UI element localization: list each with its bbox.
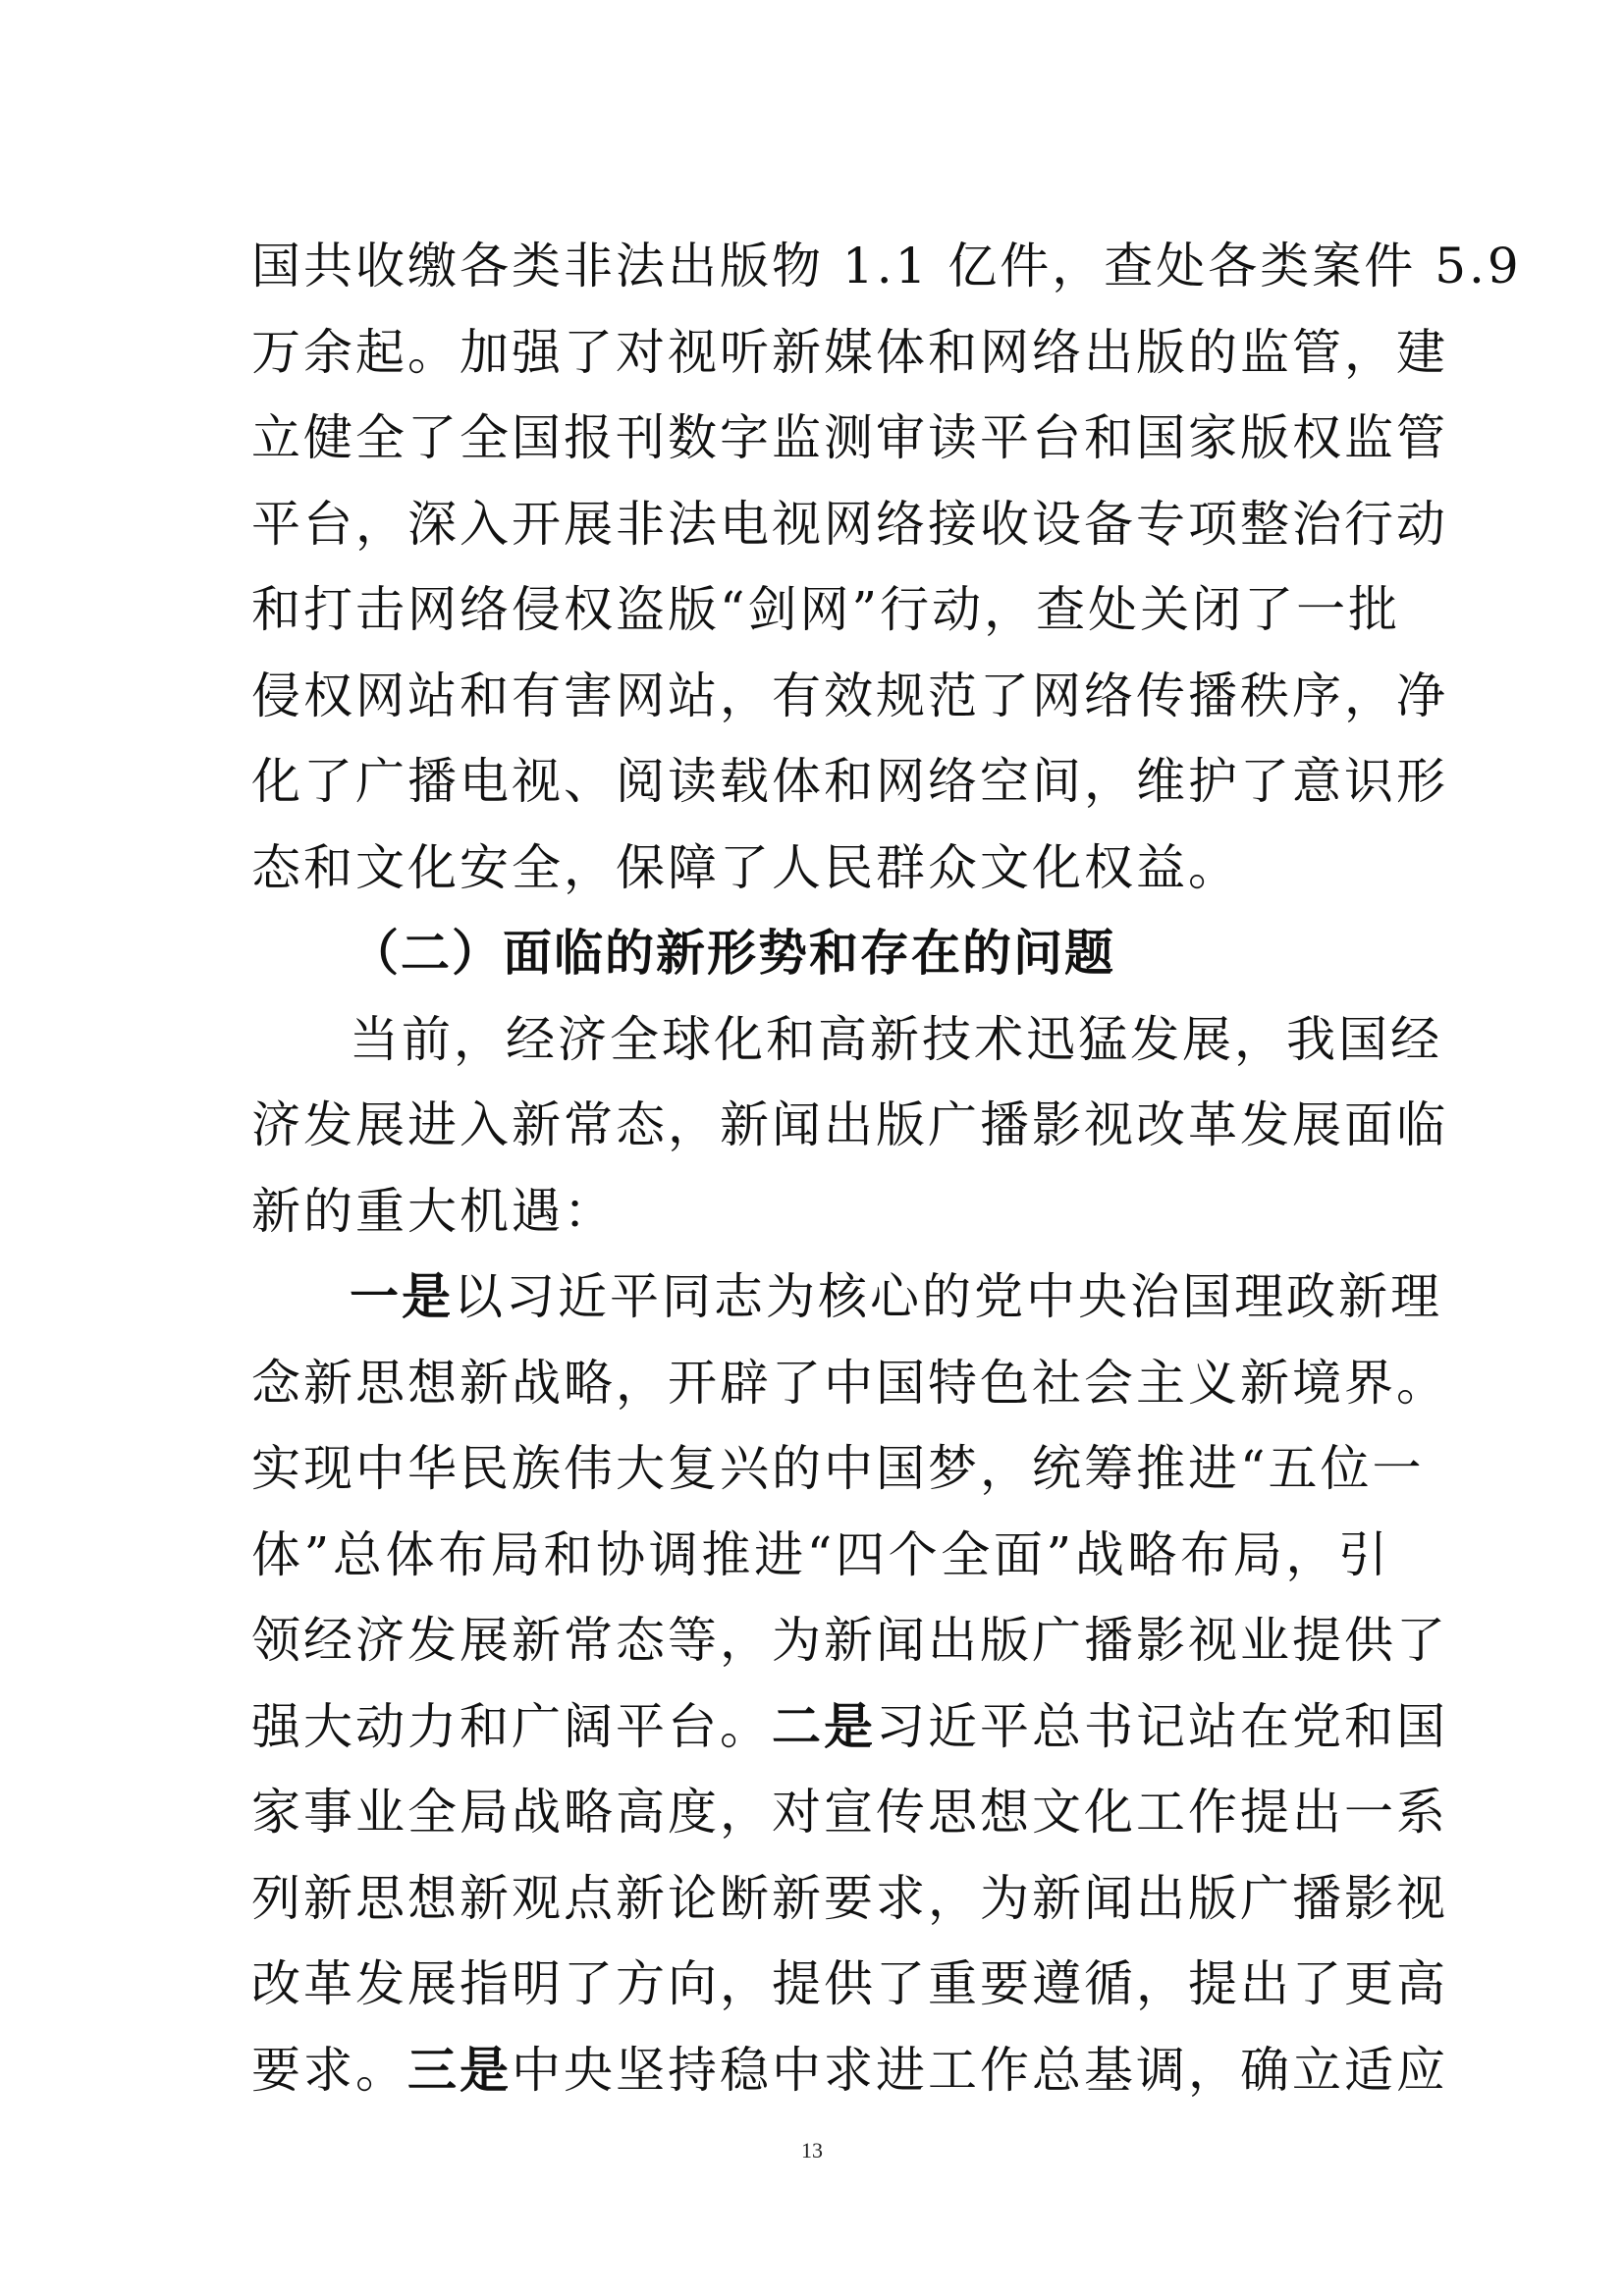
- text-line: 立健全了全国报刊数字监测审读平台和国家版权监管: [251, 409, 1448, 466]
- text-line: 和打击网络侵权盗版“剑网”行动，查处关闭了一批: [251, 581, 1401, 638]
- text-line: [251, 1255, 1442, 1341]
- text-line: 列新思想新观点新论断新要求，为新闻出版广播影视: [251, 1869, 1448, 1927]
- text-span: 习近平总书记站在党和国: [876, 1697, 1448, 1755]
- text-span: 要求。: [251, 2041, 407, 2099]
- text-line: 化了广播电视、阅读载体和网络空间，维护了意识形: [251, 753, 1448, 810]
- text-line: 当前，经济全球化和高新技术迅猛发展，我国经: [350, 1010, 1442, 1068]
- bold-lead: 二是: [772, 1697, 876, 1755]
- text-line: 实现中华民族伟大复兴的中国梦，统筹推进“五位一: [251, 1440, 1425, 1497]
- text-line: 家事业全局战略高度，对宣传思想文化工作提出一系: [251, 1784, 1448, 1841]
- text-line: 侵权网站和有害网站，有效规范了网络传播秩序，净: [251, 667, 1448, 724]
- section-heading: （二）面临的新形势和存在的问题: [350, 925, 1115, 982]
- text-line: 体”总体布局和协调推进“四个全面”战略布局，引: [251, 1525, 1390, 1583]
- page-number: 13: [801, 2138, 823, 2163]
- text-line: 领经济发展新常态等，为新闻出版广播影视业提供了: [251, 1612, 1448, 1669]
- text-line: [251, 1684, 1448, 1771]
- bold-lead: 三是: [407, 2041, 512, 2099]
- document-body: [251, 224, 1522, 2113]
- text-line: 新的重大机遇：: [251, 1182, 616, 1240]
- text-span: 中央坚持稳中求进工作总基调，确立适应: [512, 2041, 1448, 2099]
- text-span: 强大动力和广阔平台。: [251, 1697, 772, 1755]
- text-line: 国共收缴各类非法出版物 1.1 亿件，查处各类案件 5.9: [251, 238, 1522, 294]
- text-line: 平台，深入开展非法电视网络接收设备专项整治行动: [251, 495, 1448, 553]
- text-line: 态和文化安全，保障了人民群众文化权益。: [251, 838, 1240, 896]
- text-line: [251, 2028, 1448, 2114]
- text-line: 万余起。加强了对视听新媒体和网络出版的监管，建: [251, 323, 1448, 381]
- text-line: 改革发展指明了方向，提供了重要遵循，提出了更高: [251, 1955, 1448, 2012]
- text-line: 念新思想新战略，开辟了中国特色社会主义新境界。: [251, 1354, 1448, 1412]
- text-line: 济发展进入新常态，新闻出版广播影视改革发展面临: [251, 1096, 1448, 1153]
- bold-lead: 一是: [350, 1268, 454, 1325]
- text-span: 以习近平同志为核心的党中央治国理政新理: [454, 1268, 1442, 1325]
